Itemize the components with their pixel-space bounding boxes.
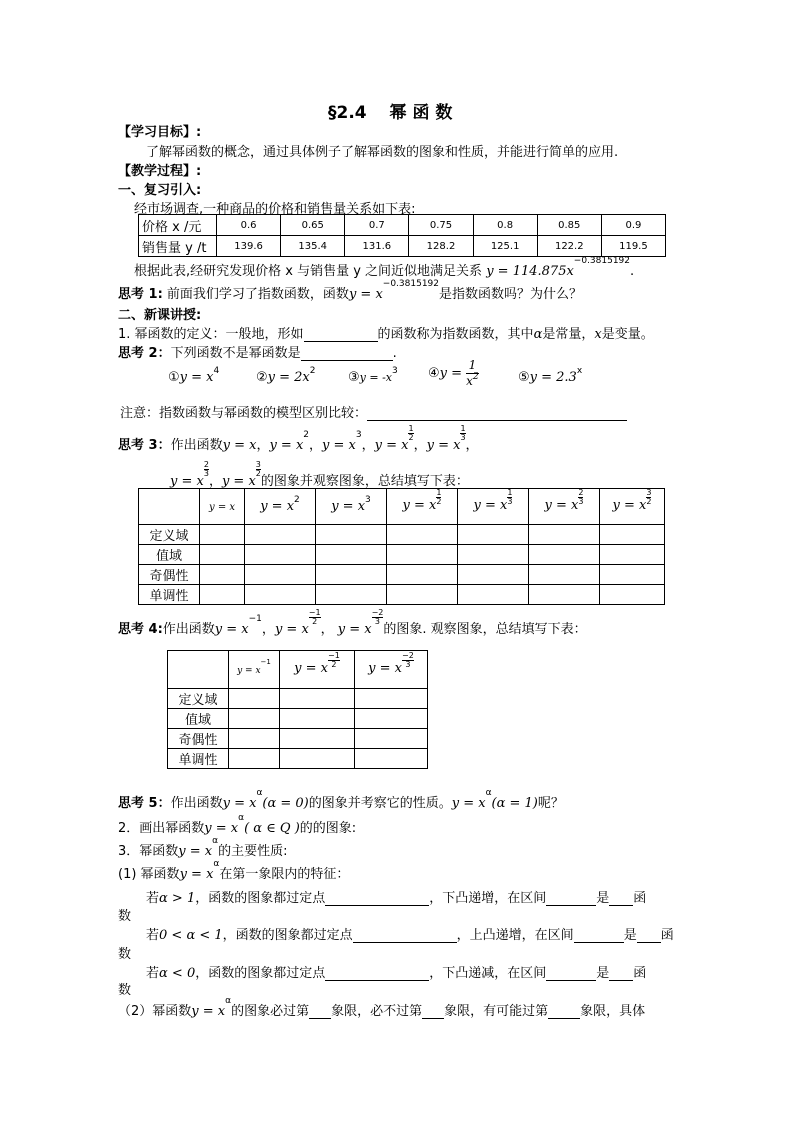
option-exp: 4 (213, 366, 220, 376)
corner-cell (168, 651, 229, 689)
option-expr: y = x (179, 370, 214, 385)
type-blank[interactable] (637, 930, 661, 943)
relation-exp: −0.3815192 (573, 256, 631, 266)
table-row (168, 729, 428, 749)
quadrant-blank[interactable] (422, 1006, 444, 1019)
header-cell: $y = x^{-1}$ (229, 651, 280, 689)
option-expr: y = 2x (267, 370, 310, 385)
row-label: 单调性 (168, 749, 229, 769)
option-expr: y = -x (359, 371, 393, 384)
think3-f3: y = x (322, 438, 356, 453)
option-4 (428, 358, 479, 389)
option-num: ① (168, 370, 180, 385)
header-cell: y = x (200, 489, 245, 525)
quadrant-blank[interactable] (309, 1006, 331, 1019)
table-row (139, 585, 665, 605)
option-2 (256, 366, 316, 385)
row-label: 定义域 (139, 525, 200, 545)
sub1-line: (1) 幂函数$y = x^\alpha$在第一象限内的特征： (118, 859, 350, 882)
think3-f5: y = x (426, 438, 461, 453)
price-cell: 0.9 (601, 215, 665, 236)
type-blank[interactable] (609, 893, 633, 906)
think3-line2: y = x $\frac{2}{3}$ ，y = x $\frac{3}{2}$ 的图象并观察图象，总结填写下表： (170, 460, 469, 489)
process-heading: 【教学过程】: (118, 164, 202, 179)
interval-blank[interactable] (546, 893, 596, 906)
price-row-head: 价格 x /元 (139, 215, 217, 236)
table-row (139, 525, 665, 545)
survey-text: 经市场调查,一种商品的价格和销售量关系如下表: (134, 202, 416, 217)
corner-cell (139, 489, 200, 525)
think1-exp: −0.3815192 (382, 279, 439, 289)
think4-line: 思考 4:作出函数$y = x^{-1}$，y = x $\frac{-1}{2}$ ， y = x $\frac{-2}{3}$ 的图象. 观察图象，总结填写下表： (118, 608, 587, 637)
table-row (139, 545, 665, 565)
think1-text-b: 是指数函数吗？为什么？ (439, 287, 583, 302)
think3-text-a: 作出函数 (170, 438, 223, 453)
price-cell: 0.65 (281, 215, 345, 236)
table-row (168, 709, 428, 729)
think2-line (118, 342, 397, 361)
price-cell: 0.85 (537, 215, 601, 236)
properties-table-1 (138, 488, 665, 605)
def-blank[interactable] (304, 329, 378, 342)
case3-line: 若α < 0，函数的图象都过定点 ，下凸递减，在区间 是 函 (146, 966, 647, 981)
table-row (139, 489, 665, 525)
think4-text-b: 的图象. 观察图象，总结填写下表： (383, 622, 587, 637)
interval-blank[interactable] (546, 968, 596, 981)
relation-text: 根据此表,经研究发现价格 x 与销售量 y 之间近似地满足关系 (134, 264, 483, 279)
objective-heading: 【学习目标】: (118, 125, 202, 140)
point-blank[interactable] (325, 968, 429, 981)
note-blank[interactable] (367, 408, 627, 421)
page-title: §2.4 幂 函 数 (328, 103, 453, 123)
option-expr: y = 2.3 (529, 370, 577, 385)
def-x: x (594, 327, 602, 342)
note-line (120, 402, 627, 421)
definition-line (118, 323, 654, 342)
table-row (168, 749, 428, 769)
think4-f1: y = x (214, 622, 249, 637)
header-cell: y = x $\frac{-2}{3}$ (355, 651, 428, 689)
sales-cell: 131.6 (345, 236, 409, 257)
option-fraction: $\frac{1}{x^2}$ (466, 358, 479, 388)
header-cell: y = x $\frac{-1}{2}$ (280, 651, 355, 689)
row-label: 值域 (139, 545, 200, 565)
think1-label: 思考 1: (118, 287, 163, 302)
option-num: ⑤ (518, 370, 530, 385)
sales-row-head: 销售量 y /t (139, 236, 217, 257)
think3-f1: y = x (222, 438, 257, 453)
item2-line: 2．画出幂函数$y = x^\alpha$( α ∈ Q )的的图象: (118, 813, 357, 836)
price-row (139, 215, 666, 236)
think1-formula: y = x (348, 287, 383, 302)
row-label: 单调性 (139, 585, 200, 605)
sales-cell: 119.5 (601, 236, 665, 257)
point-blank[interactable] (353, 930, 457, 943)
header-cell: y = x $\frac{1}{2}$ (387, 489, 458, 525)
type-blank[interactable] (609, 968, 633, 981)
option-num: ③ (348, 370, 360, 385)
sales-cell: 135.4 (281, 236, 345, 257)
price-table (138, 214, 666, 257)
think4-f3: y = x (337, 622, 372, 637)
think5-line: 思考 5：作出函数$y = x^\alpha(\alpha = 0)$的图象并考察它的性质。$y = x^\alpha(\alpha = 1)$呢？ (118, 788, 564, 811)
section2-heading: 二、新课讲授: (118, 308, 202, 323)
think3-label: 思考 3： (118, 438, 171, 453)
objective-text: 了解幂函数的概念，通过具体例子了解幂函数的图象和性质，并能进行简单的应用. (146, 145, 619, 160)
price-cell: 0.75 (409, 215, 473, 236)
option-num: ④ (428, 366, 440, 381)
sales-cell: 125.1 (473, 236, 537, 257)
sales-row (139, 236, 666, 257)
header-cell: $y = x^2$ (245, 489, 316, 525)
relation-formula: y = 114.875x (486, 264, 574, 279)
header-cell: $y = x^3$ (316, 489, 387, 525)
row-label: 奇偶性 (168, 729, 229, 749)
option-exp: 2 (309, 366, 316, 376)
think3-f7: y = x (221, 474, 256, 489)
price-cell: 0.6 (217, 215, 281, 236)
def-alpha: α (533, 327, 543, 342)
point-blank[interactable] (325, 893, 429, 906)
header-cell: y = x $\frac{3}{2}$ (600, 489, 665, 525)
think2-label: 思考 2： (118, 346, 171, 361)
relation-line: 根据此表,经研究发现价格 x 与销售量 y 之间近似地满足关系 $y = 114.875x^{-0.3815192}$. (134, 256, 635, 279)
option-5 (518, 366, 583, 385)
header-cell: y = x $\frac{1}{3}$ (458, 489, 529, 525)
properties-table-2 (167, 650, 428, 769)
think3-f2: y = x (269, 438, 304, 453)
sub2-line: （2）幂函数$y = x^\alpha$的图象必过第 象限，必不过第 象限，有可能过第 象限，具体 (118, 996, 646, 1019)
think4-label: 思考 4: (118, 622, 163, 637)
price-cell: 0.7 (345, 215, 409, 236)
def-text-c: 是常量， (542, 327, 595, 342)
case2-line: 若0 < α < 1，函数的图象都过定点 ，上凸递增，在区间 是 函 (146, 928, 674, 943)
price-cell: 0.8 (473, 215, 537, 236)
think3-text-b: 的图象并观察图象，总结填写下表： (260, 474, 469, 489)
think2-text: 下列函数不是幂函数是 (170, 346, 301, 361)
sales-cell: 128.2 (409, 236, 473, 257)
think1-text-a: 前面我们学习了指数函数，函数 (166, 287, 349, 302)
case1-line: 若α > 1，函数的图象都过定点 ，下凸递增，在区间 是 函 (146, 891, 647, 906)
think4-text-a: 作出函数 (162, 622, 215, 637)
option-expr: y = (439, 366, 463, 381)
case2-tail: 数 (118, 947, 132, 962)
def-text-d: 是变量。 (601, 327, 654, 342)
sales-cell: 139.6 (217, 236, 281, 257)
think3-line1: 思考 3：作出函数y = x，$y = x^2$，$y = x^3$，y = x $\frac{1}{2}$ ，y = x $\frac{1}{3}$ ， (118, 424, 479, 453)
think1-line (118, 279, 583, 302)
table-row (168, 689, 428, 709)
row-label: 奇偶性 (139, 565, 200, 585)
def-text-a: 1. 幂函数的定义：一般地，形如 (118, 327, 304, 342)
think2-period: . (392, 346, 397, 361)
item3-line: 3．幂函数$y = x^\alpha$的主要性质: (118, 836, 288, 859)
think4-f2: y = x (274, 622, 309, 637)
case1-tail: 数 (118, 909, 132, 924)
think3-f4: y = x (374, 438, 409, 453)
think2-blank[interactable] (301, 348, 393, 361)
table-row (139, 565, 665, 585)
option-1 (168, 366, 220, 385)
option-num: ② (256, 370, 268, 385)
def-text-b: 的函数称为指数函数，其中 (377, 327, 534, 342)
think5-label: 思考 5： (118, 796, 171, 811)
interval-blank[interactable] (574, 930, 624, 943)
sales-cell: 122.2 (537, 236, 601, 257)
quadrant-blank[interactable] (548, 1006, 580, 1019)
option-exp: x (576, 366, 583, 376)
section1-heading: 一、复习引入: (118, 183, 202, 198)
row-label: 值域 (168, 709, 229, 729)
table-row (168, 651, 428, 689)
think3-f6: y = x (170, 474, 204, 489)
header-cell: y = x $\frac{2}{3}$ (529, 489, 600, 525)
row-label: 定义域 (168, 689, 229, 709)
note-text: 注意：指数函数与幂函数的模型区别比较： (120, 406, 368, 421)
option-exp: 3 (392, 366, 398, 376)
option-3 (348, 366, 398, 385)
case3-tail: 数 (118, 983, 132, 998)
